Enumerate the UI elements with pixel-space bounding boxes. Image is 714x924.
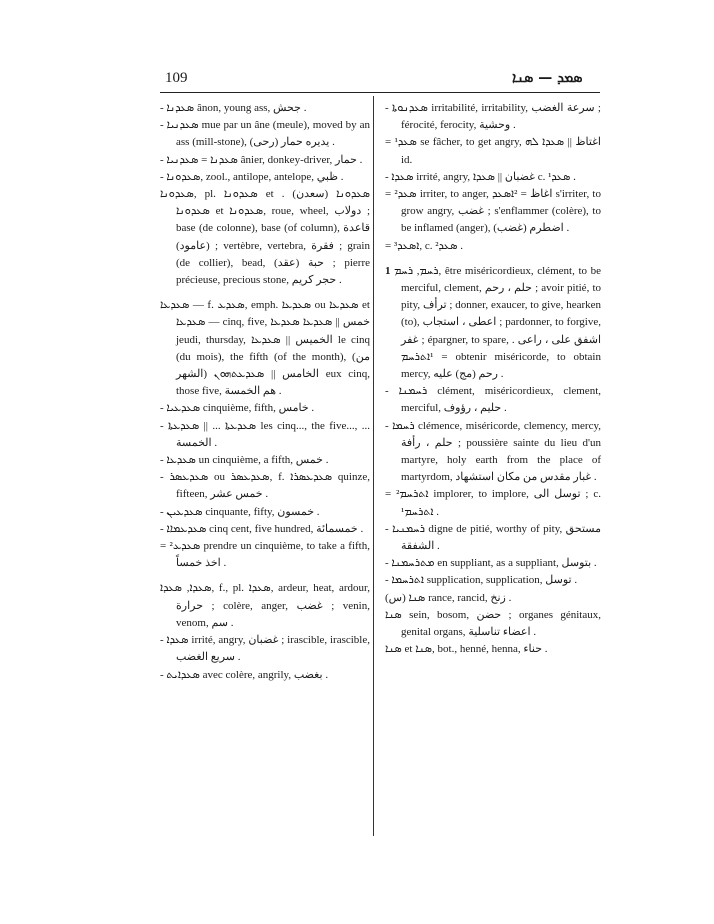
entry [385, 263, 601, 383]
entry: - ܣܥܕܘܢܐ, zool., antilope, antelope, ظبي . [160, 170, 344, 183]
header-rule [160, 92, 600, 93]
entry: = ²ܣܥܕܥ prendre un cinquième, to take a fifth, اخذ خمساً . [160, 540, 370, 570]
entry: - ܣܥܕܢܐ = ܣܥܕܢܝܐ ânier, donkey-driver, حمار . [160, 153, 363, 166]
entry: ܣܢܐ et ܣܢܐ, bot., henné, henna, حناء . [385, 643, 548, 656]
entry: - ܣܥܕܢܐ ânon, young ass, جحش . [160, 102, 307, 114]
entry: - ܣܥܕܐܝܬ avec colère, angrily, بغضب . [160, 668, 329, 681]
entry: = ²ܐܬܪܚܡ implorer, to implore, توسل الى ; c. ¹ܐܬܪܚܡ . [385, 488, 601, 518]
entry-text: ܪܚܡ, ܪܚܡ, être miséricordieux, clément, to be merciful, clement, حلم ، رحم ; avoir pitié, to pity, ترأف ; donner, exaucer, to give, hearken (to), اعطى ، استجاب ; pardonner, to forgive, غفر ; épargner, to spare, اشفق على ، راعى . = ¹ܐܬܪܚܡ obtenir miséricorde, to obtain mercy, رحم (مج) عليه . [394, 264, 602, 381]
entry: - ܣܥܕܥܬܐ ... || ܣܥܕܥܬܐ les cinq..., the five..., ... الخمسة . [160, 419, 370, 449]
entry: - ܣܥܕܥܝܢ cinquante, fifty, خمسون . [160, 505, 320, 518]
entry-marker: 1 [385, 264, 391, 277]
entry: ܣܥܕܥܐ — f. ܣܥܕܥ, emph. ܣܥܕܥܐ ou ܣܥܕܥܐ et ܣܥܕܥܐ — cinq, five, خمس || ܣܥܕܥܐ ܣܥܕܥܐ jeudi, thursday, الخميس || ܣܥܕܥܐ le cinq (du mois), the fifth (of the month), (من الشهر) الخامس || ܣܥܕܥܬܗܘܢ eux cinq, those five, هم الخمسة . [160, 299, 370, 398]
right-column [385, 100, 601, 659]
entry: - ܡܬܪܚܡܢܐ en suppliant, as a suppliant, بتوسل . [385, 557, 597, 570]
entry: - ܣܥܕܥܐ un cinquième, a fifth, خمس . [160, 454, 329, 467]
entry: = ³ܐܣܥܕ, c. ²ܣܥܕ . [385, 239, 463, 252]
entry: ܣܥܕܐ, ܣܥܕܐ, f., pl. ܣܥܕܐ, ardeur, heat, ardour, حرارة ; colère, anger, غضب ; venin, venom, سم . [160, 582, 370, 629]
entry: = ²ܣܥܕ irriter, to anger, اغاظ = ²ܐܣܥܕ s'irriter, to grow angry, غضب ; s'enflammer (colère), to be inflamed (anger), (غضب) اضطرم . [385, 188, 601, 235]
entry: = ¹ܣܥܕ se fâcher, to get angry, اغتاظ || ܣܥܕܐ ܠܗ id. [385, 136, 601, 166]
entry: ܣܥܕܘܢܐ, pl. ܣܥܕܘܢܐ et ܣܥܕܘܢܐ (سعدن) . ܣܥܕܘܢܐ et ܣܥܕܘܢܐ, roue, wheel, دولاب ; base (de colonne), base (of column), قاعدة (عامود) ; vertèbre, vertebra, فقرة ; grain (de collier), bead, (عقد) حبة ; pierre précieuse, precious stone, حجر كريم . [160, 188, 371, 287]
entry: (س) ܣܢܐ rance, rancid, زنخ . [385, 591, 512, 604]
entry: ܣܢܐ sein, bosom, حضن ; organes génitaux, genital organs, اعضاء تناسلية . [385, 608, 601, 639]
entry: - ܪܚܡܐ clémence, miséricorde, clemency, mercy, حلم ، رأفة ; poussière sainte du lieu d'un martyre, holy earth from the place of martyrdom, غبار مقدس من مكان استشهاد . [385, 419, 601, 484]
entry: - ܣܥܕܥܝܐ cinquième, fifth, خامس . [160, 402, 315, 415]
page-number: 109 [165, 70, 188, 86]
entry: - ܪܚܡܢܐ clément, miséricordieux, clement, merciful, حليم ، رؤوف . [385, 385, 601, 415]
entry: - ܣܥܕܢܝܐ mue par un âne (meule), moved by an ass (mill-stone), (رحى) يديره حمار . [160, 119, 370, 149]
left-column [160, 100, 370, 684]
entry: - ܣܥܕܢܘܬܐ irritabilité, irritability, سرعة الغضب ; férocité, ferocity, وحشية . [385, 102, 601, 132]
entry: - ܣܥܕܐ irrité, angry, غضبان ; irascible, irascible, سريع الغضب . [160, 634, 370, 664]
column-divider [373, 96, 374, 836]
entry: - ܣܥܕܥܣܪ ou ܣܥܕܥܣܪ, f. ܣܥܕܥܣܪܐ quinze, fifteen, خمس عشر . [160, 471, 370, 501]
entry: - ܣܥܕܐ irrité, angry, غضبان || ܣܥܕܐ c. ¹ܣܥܕ . [385, 170, 576, 183]
entry: - ܐܬܪܚܡܐ supplication, supplication, توسل . [385, 574, 578, 587]
entry: - ܪܚܡܢܝܐ digne de pitié, worthy of pity, مستحق الشفقة . [385, 522, 601, 553]
running-head: ܣܡܕ — ܣܢܐ [512, 70, 583, 86]
entry: - ܣܥܕܥܡܐܐ cinq cent, five hundred, خمسمائة . [160, 522, 364, 535]
